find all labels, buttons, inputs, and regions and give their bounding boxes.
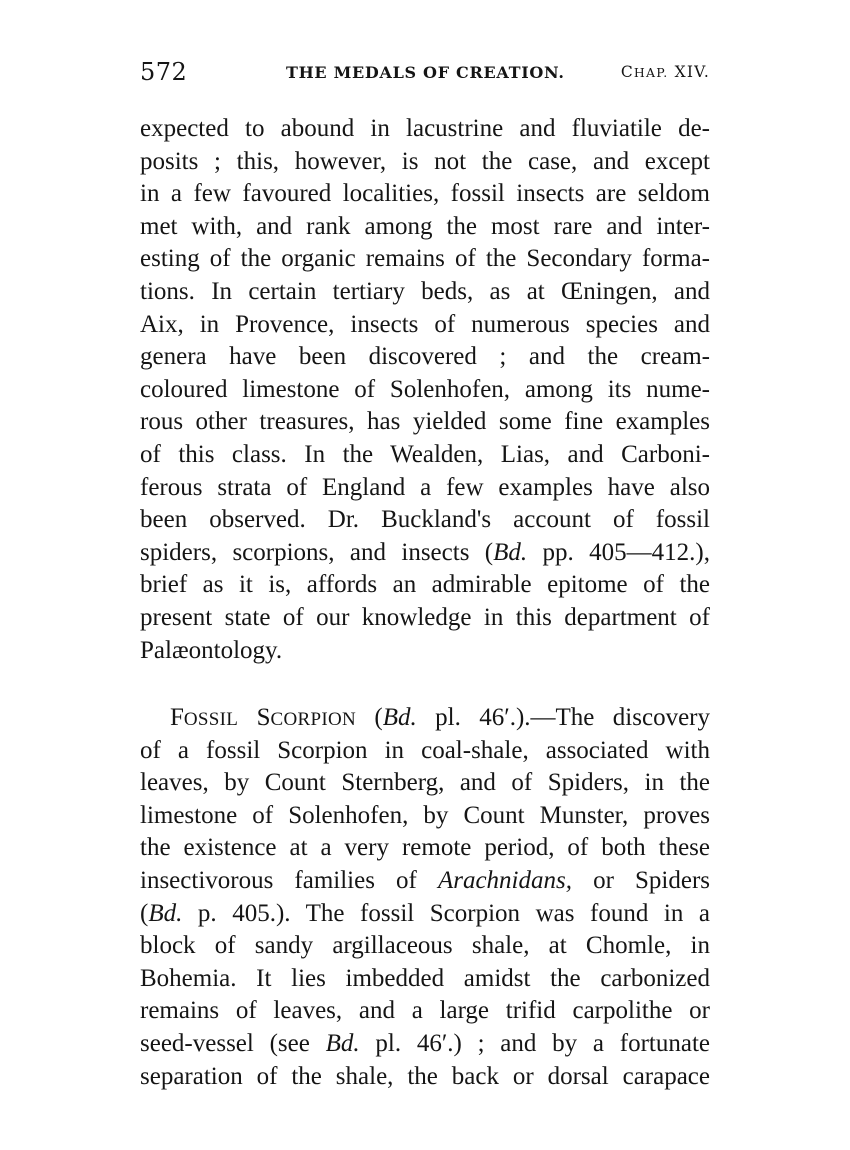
text-line: Aix, in Provence, insects of numerous species and	[140, 310, 710, 338]
text-run: spiders, scorpions, and insects (	[140, 538, 494, 566]
text-line: Palæontology.	[140, 636, 283, 664]
text-line: esting of the organic remains of the Secondary forma-	[140, 245, 710, 273]
text-line: genera have been discovered ; and the cream-	[140, 343, 710, 371]
chapter-numeral: XIV.	[674, 63, 710, 81]
chapter-abbr: HAP.	[633, 65, 669, 80]
text-line: ferous strata of England a few examples have also	[140, 473, 710, 501]
text-line: met with, and rank among the most rare and inter-	[140, 212, 710, 240]
chapter-initial: C	[620, 63, 634, 81]
citation-bd: Bd.	[148, 899, 183, 927]
citation-bd: Bd.	[493, 538, 528, 566]
text-line: leaves, by Count Sternberg, and of Spiders, in the	[140, 769, 710, 797]
text-run: pl. 46′.).—The discovery	[416, 704, 710, 731]
text-run: pl. 46′.) ; and by a fortunate	[359, 1029, 710, 1057]
text-line	[140, 537, 710, 570]
text-line: in a few favoured localities, fossil insects are seldom	[140, 180, 710, 208]
text-run: or Spiders	[571, 866, 710, 894]
running-head	[140, 58, 710, 92]
section-heading-fossil: FOSSIL	[170, 704, 239, 731]
text-run: (	[356, 704, 383, 731]
text-run: insectivorous families of	[140, 866, 438, 894]
citation-bd: Bd.	[325, 1029, 360, 1057]
paragraph-fossil-scorpion	[140, 702, 710, 1093]
text-line: separation of the shale, the back or dorsal carapace	[140, 1062, 710, 1090]
text-line: been observed. Dr. Buckland's account of fossil	[140, 506, 710, 534]
text-run: (	[140, 899, 149, 927]
text-line: rous other treasures, has yielded some fine examples	[140, 408, 710, 436]
text-line: the existence at a very remote period, of both these	[140, 834, 710, 862]
section-heading-scorpion: SCORPION	[256, 704, 357, 731]
text-run: pp. 405—412.),	[527, 538, 710, 566]
text-line: tions. In certain tertiary beds, as at Œningen, and	[140, 277, 710, 305]
text-line: brief as it is, affords an admirable epitome of the	[140, 571, 710, 599]
text-run: p. 405.). The fossil Scorpion was found in a	[182, 899, 710, 927]
chapter-label	[621, 63, 710, 81]
text-line	[140, 1028, 710, 1061]
text-line: of a fossil Scorpion in coal-shale, associated with	[140, 736, 710, 764]
text-line	[140, 702, 710, 735]
text-line: posits ; this, however, is not the case, and except	[140, 147, 710, 175]
text-line: remains of leaves, and a large trifid carpolithe or	[140, 997, 710, 1025]
text-line: of this class. In the Wealden, Lias, and Carboni-	[140, 440, 710, 468]
book-title: THE MEDALS OF CREATION.	[286, 63, 565, 82]
text-line: limestone of Solenhofen, by Count Munster, proves	[140, 801, 710, 829]
text-line: Bohemia. It lies imbedded amidst the carbonized	[140, 964, 710, 992]
text-line: coloured limestone of Solenhofen, among its nume-	[140, 375, 710, 403]
citation-bd: Bd.	[382, 704, 417, 731]
text-line	[140, 865, 710, 898]
term-arachnidans: Arachnidans,	[437, 866, 572, 894]
paragraph-insects	[140, 113, 710, 667]
text-line	[140, 898, 710, 931]
page-number: 572	[140, 58, 188, 86]
text-run: seed-vessel (see	[140, 1029, 326, 1057]
text-line: present state of our knowledge in this department of	[140, 603, 710, 631]
text-line: block of sandy argillaceous shale, at Chomle, in	[140, 932, 710, 960]
text-line: expected to abound in lacustrine and fluviatile de-	[140, 115, 710, 142]
